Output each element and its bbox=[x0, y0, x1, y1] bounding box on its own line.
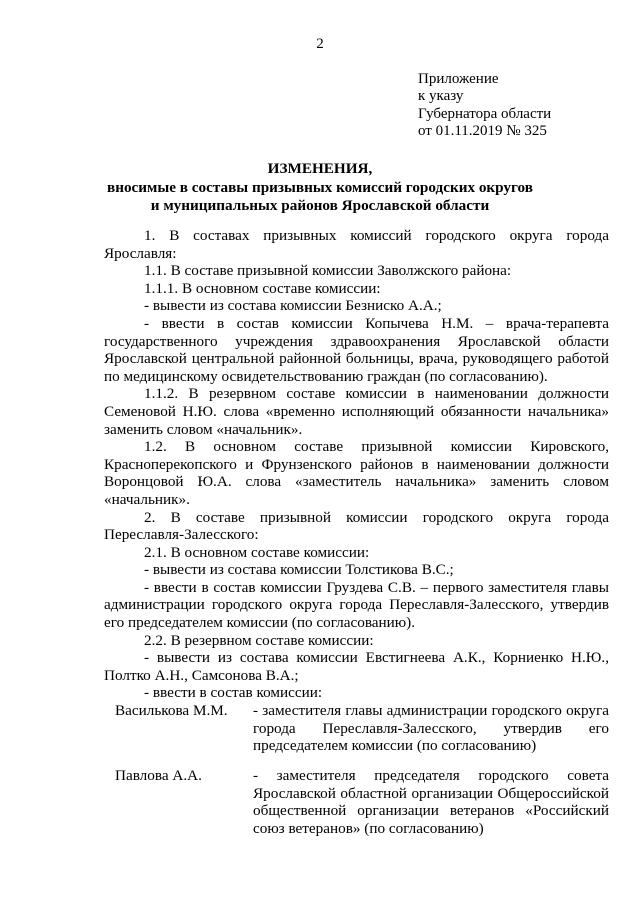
member-name: Василькова М.М. bbox=[115, 702, 228, 719]
paragraph: 2.2. В резервном составе комиссии: bbox=[144, 631, 374, 649]
document-subtitle: и муниципальных районов Ярославской области bbox=[150, 197, 490, 214]
paragraph: 1. В составах призывных комиссий городского округа города Ярославля: bbox=[104, 227, 609, 262]
paragraph: 1.1. В составе призывной комиссии Заволжского района: bbox=[144, 262, 512, 280]
document-title: ИЗМЕНЕНИЯ, bbox=[267, 160, 373, 177]
paragraph: 2.1. В основном составе комиссии: bbox=[144, 543, 370, 561]
page-number: 2 bbox=[316, 36, 324, 52]
paragraph: 1.1.1. В основном составе комиссии: bbox=[144, 279, 381, 297]
document-body bbox=[104, 227, 609, 702]
paragraph: - вывести из состава комиссии Евстигнеева А.К., Корниенко Н.Ю., Полтко А.Н., Самсонова В.А.; bbox=[104, 649, 609, 684]
member-description: - заместителя председателя городского совета Ярославской областной организации Общероссийской общественной организации ветеранов «Российский союз ветеранов» (по согласованию) bbox=[253, 767, 609, 837]
paragraph: - ввести в состав комиссии Копычева Н.М. – врача-терапевта государственного учреждения здравоохранения Ярославской области Ярославской центральной районной больницы, врача, руководящего работой по медицинскому освидетельствованию граждан (по согласованию). bbox=[104, 314, 609, 385]
paragraph: - ввести в состав комиссии: bbox=[144, 684, 323, 702]
member-name: Павлова А.А. bbox=[115, 767, 202, 784]
appendix-line: Приложение bbox=[418, 71, 499, 87]
paragraph: 2. В составе призывной комиссии городского округа города Переславля-Залесского: bbox=[104, 508, 609, 544]
appendix-line: от 01.11.2019 № 325 bbox=[418, 122, 547, 139]
paragraph: - вывести из состава комиссии Толстикова В.С.; bbox=[144, 561, 454, 579]
appendix-line: Губернатора области bbox=[418, 105, 552, 122]
appendix-block bbox=[418, 71, 551, 140]
paragraph: - вывести из состава комиссии Безниско А.А.; bbox=[144, 297, 442, 315]
appendix-line: к указу bbox=[418, 88, 464, 105]
document-subtitle: вносимые в составы призывных комиссий городских округов bbox=[107, 179, 533, 196]
paragraph: 1.1.2. В резервном составе комиссии в наименовании должности Семеновой Н.Ю. слова «временно исполняющий обязанности начальника» заменить словом «начальник». bbox=[104, 385, 609, 438]
paragraph: - ввести в состав комиссии Груздева С.В. – первого заместителя главы администрации городского округа города Переславля-Залесского, утвердив его председателем комиссии (по согласованию). bbox=[104, 578, 609, 632]
member-description: - заместителя главы администрации городского округа города Переславля-Залесского, утвердив его председателем комиссии (по согласованию) bbox=[253, 702, 609, 755]
paragraph: 1.2. В основном составе призывной комиссии Кировского, Красноперекопского и Фрунзенского районов в наименовании должности Воронцовой Ю.А. слова «заместитель начальника» заменить словом «начальник». bbox=[104, 438, 609, 508]
